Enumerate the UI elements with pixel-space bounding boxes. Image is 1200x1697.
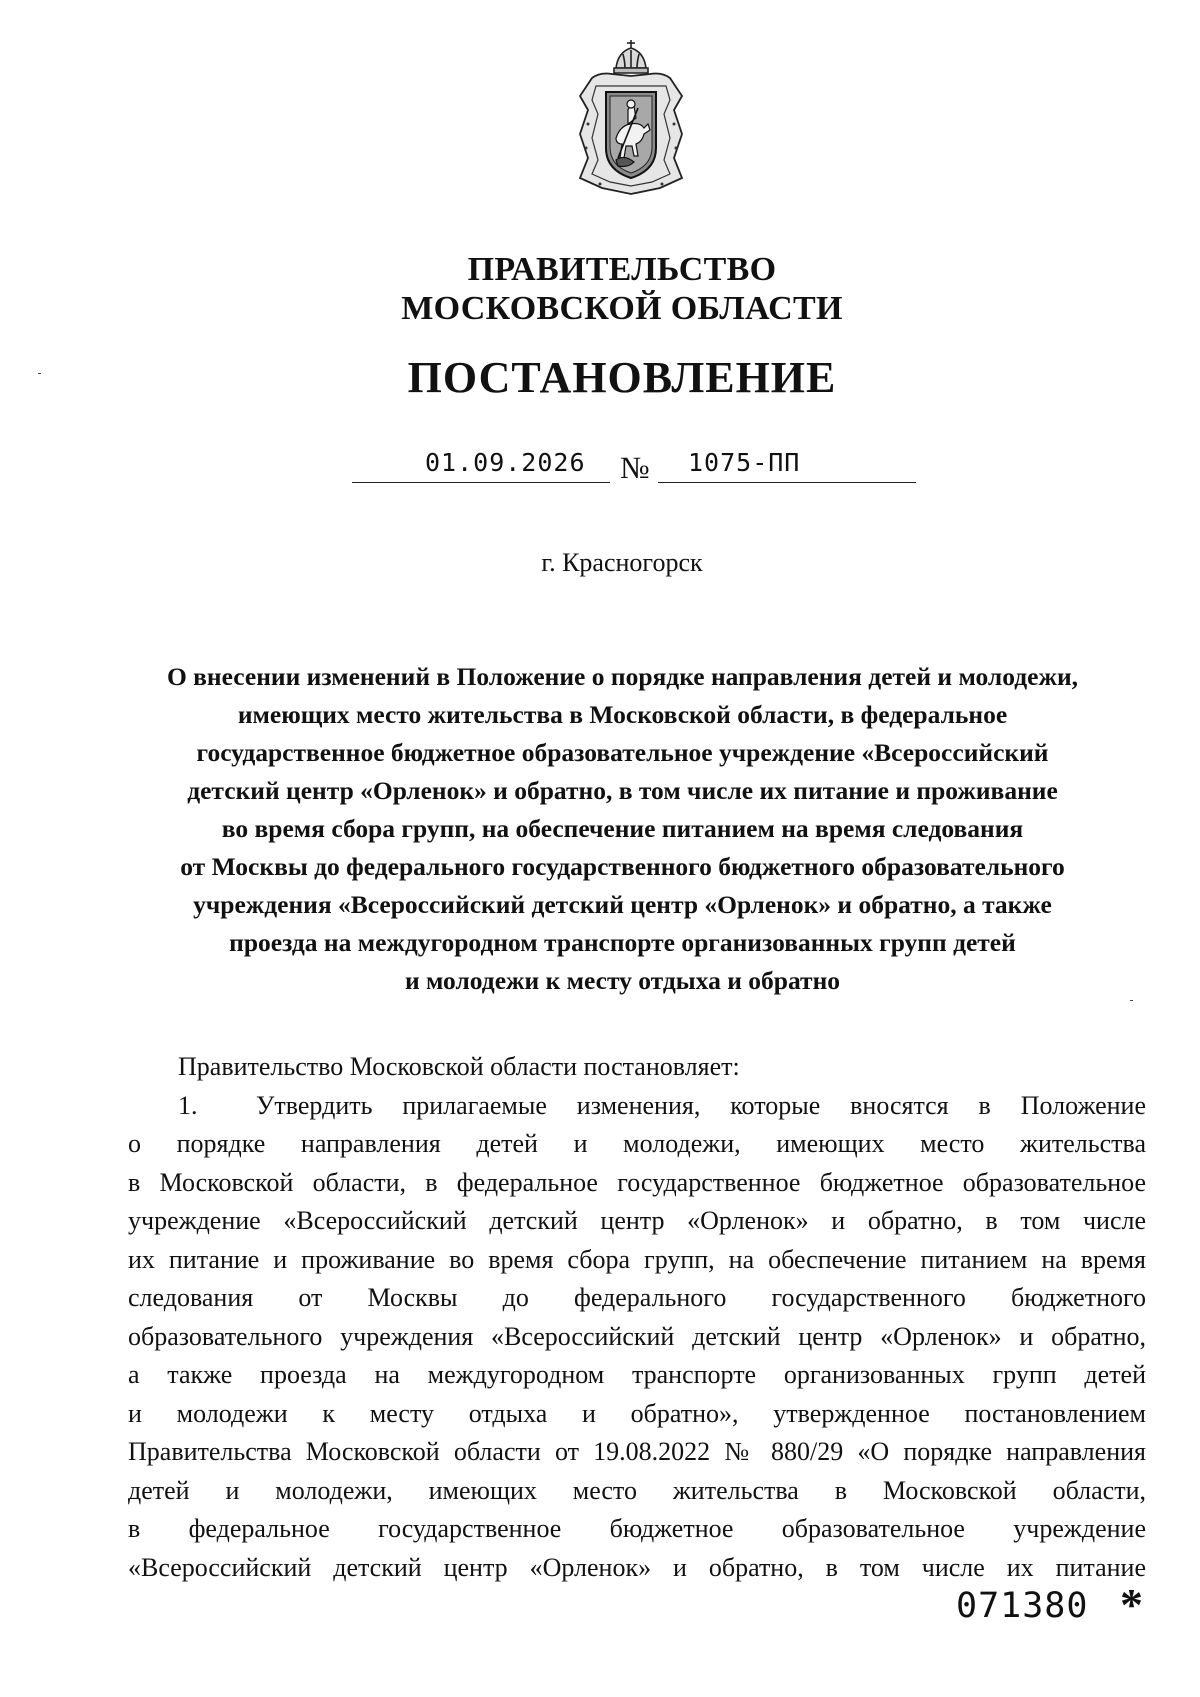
number-underline [658, 482, 916, 483]
title-line: во время сбора групп, на обеспечение питанием на время следования [221, 814, 1024, 843]
item-1-text [128, 1125, 1146, 1587]
title-line: проезда на междугородном транспорте организованных групп детей [229, 928, 1016, 957]
body-line: учреждение «Всероссийский детский центр «Орленок» и обратно, в том числе [128, 1206, 1146, 1235]
body-line: о порядке направления детей и молодежи, имеющих место жительства [128, 1129, 1146, 1158]
title-line: имеющих место жительства в Московской области, в федеральное [237, 700, 1008, 729]
document-type-heading: ПОСТАНОВЛЕНИЕ [407, 353, 837, 402]
body-line: детей и молодежи, имеющих место жительства в Московской области, [128, 1475, 1146, 1505]
date-underline [352, 482, 610, 483]
body-line: их питание и проживание во время сбора групп, на обеспечение питанием на время [128, 1244, 1146, 1274]
body-line: в федеральное государственное бюджетное образовательное учреждение [128, 1514, 1146, 1543]
title-line: О внесении изменений в Положение о порядке направления детей и молодежи, [166, 662, 1079, 691]
organization-name-line-2: МОСКОВСКОЙ ОБЛАСТИ [401, 290, 843, 327]
number-sign: № [620, 450, 650, 485]
body-line: Правительства Московской области от 19.08.2022 № 880/29 «О порядке направления [128, 1437, 1146, 1466]
title-line: от Москвы до федерального государственного бюджетного образовательного [180, 852, 1065, 881]
title-line: и молодежи к месту отдыха и обратно [404, 966, 841, 995]
intro-paragraph: Правительство Московской области постановляет: [178, 1052, 740, 1081]
organization-name-line-1: ПРАВИТЕЛЬСТВО [467, 251, 777, 288]
item-number: 1. [178, 1090, 198, 1120]
document-number: 1075-ПП [688, 448, 801, 477]
body-line: Утвердить прилагаемые изменения, которые вносятся в Положение [256, 1090, 1146, 1120]
body-line: и молодежи к месту отдыха и обратно», утвержденное постановлением [128, 1398, 1146, 1428]
serial-star-mark: * [1120, 1579, 1143, 1630]
title-line: детский центр «Орленок» и обратно, в том числе их питание и проживание [187, 776, 1058, 805]
title-line: учреждения «Всероссийский детский центр «Орленок» и обратно, а также [193, 890, 1052, 919]
body-line: следования от Москвы до федерального государственного бюджетного [128, 1283, 1146, 1312]
body-line: в Московской области, в федеральное государственное бюджетное образовательное [128, 1167, 1146, 1197]
moscow-oblast-coat-of-arms-icon [570, 38, 692, 196]
title-line: государственное бюджетное образовательное учреждение «Всероссийский [196, 738, 1049, 767]
body-line: «Всероссийский детский центр «Орленок» и обратно, в том числе их питание [128, 1552, 1146, 1582]
blank-serial-number: 071380 [956, 1586, 1089, 1626]
scan-speck [1130, 1000, 1133, 1001]
body-line: а также проезда на междугородном транспорте организованных групп детей [128, 1360, 1146, 1389]
document-date: 01.09.2026 [425, 448, 586, 477]
issue-city: г. Красногорск [541, 548, 703, 577]
body-line: образовательного учреждения «Всероссийский детский центр «Орленок» и обратно, [128, 1321, 1146, 1351]
document-title [100, 658, 1145, 1000]
scan-speck [38, 373, 41, 374]
